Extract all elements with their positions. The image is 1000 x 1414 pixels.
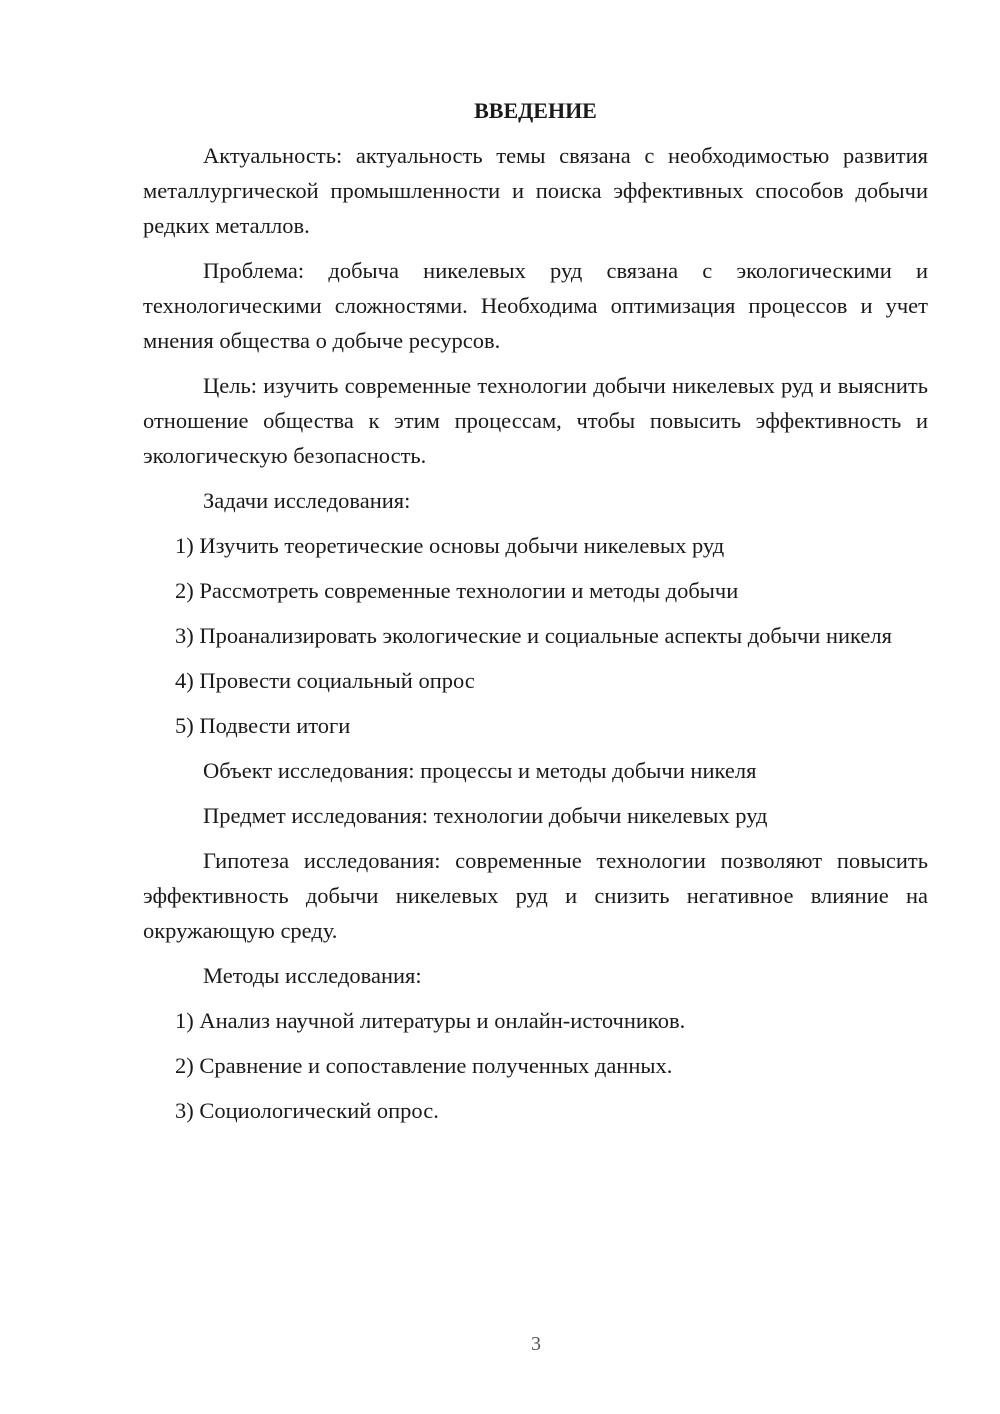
task-item-3: 3) Проанализировать экологические и социальные аспекты добычи никеля: [175, 623, 892, 648]
paragraph-problem: Проблема: добыча никелевых руд связана с экологическими и технологическими сложностями. Необходима оптимизация процессов и учет мнения общества о добыче ресурсов.: [143, 258, 928, 353]
task-item-4: 4) Провести социальный опрос: [175, 668, 475, 693]
paragraph-relevance: Актуальность: актуальность темы связана с необходимостью развития металлургической промышленности и поиска эффективных способов добычи редких металлов.: [143, 143, 928, 238]
paragraph-subject: Предмет исследования: технологии добычи никелевых руд: [203, 803, 768, 828]
page-number: 3: [531, 1333, 541, 1355]
paragraph-methods-label: Методы исследования:: [203, 963, 422, 988]
paragraph-hypothesis: Гипотеза исследования: современные технологии позволяют повысить эффективность добычи никелевых руд и снизить негативное влияние на окружающую среду.: [143, 848, 928, 943]
paragraph-object: Объект исследования: процессы и методы добычи никеля: [203, 758, 757, 783]
task-item-1: 1) Изучить теоретические основы добычи никелевых руд: [175, 533, 725, 558]
section-heading: ВВЕДЕНИЕ: [474, 98, 597, 123]
method-item-3: 3) Социологический опрос.: [175, 1098, 439, 1123]
paragraph-goal: Цель: изучить современные технологии добычи никелевых руд и выяснить отношение общества к этим процессам, чтобы повысить эффективность и экологическую безопасность.: [143, 373, 928, 468]
paragraph-tasks-label: Задачи исследования:: [203, 488, 411, 513]
document-body: [143, 94, 928, 1138]
method-item-1: 1) Анализ научной литературы и онлайн-источников.: [175, 1008, 686, 1033]
task-item-2: 2) Рассмотреть современные технологии и методы добычи: [175, 578, 739, 603]
task-item-5: 5) Подвести итоги: [175, 713, 351, 738]
method-item-2: 2) Сравнение и сопоставление полученных данных.: [175, 1053, 673, 1078]
